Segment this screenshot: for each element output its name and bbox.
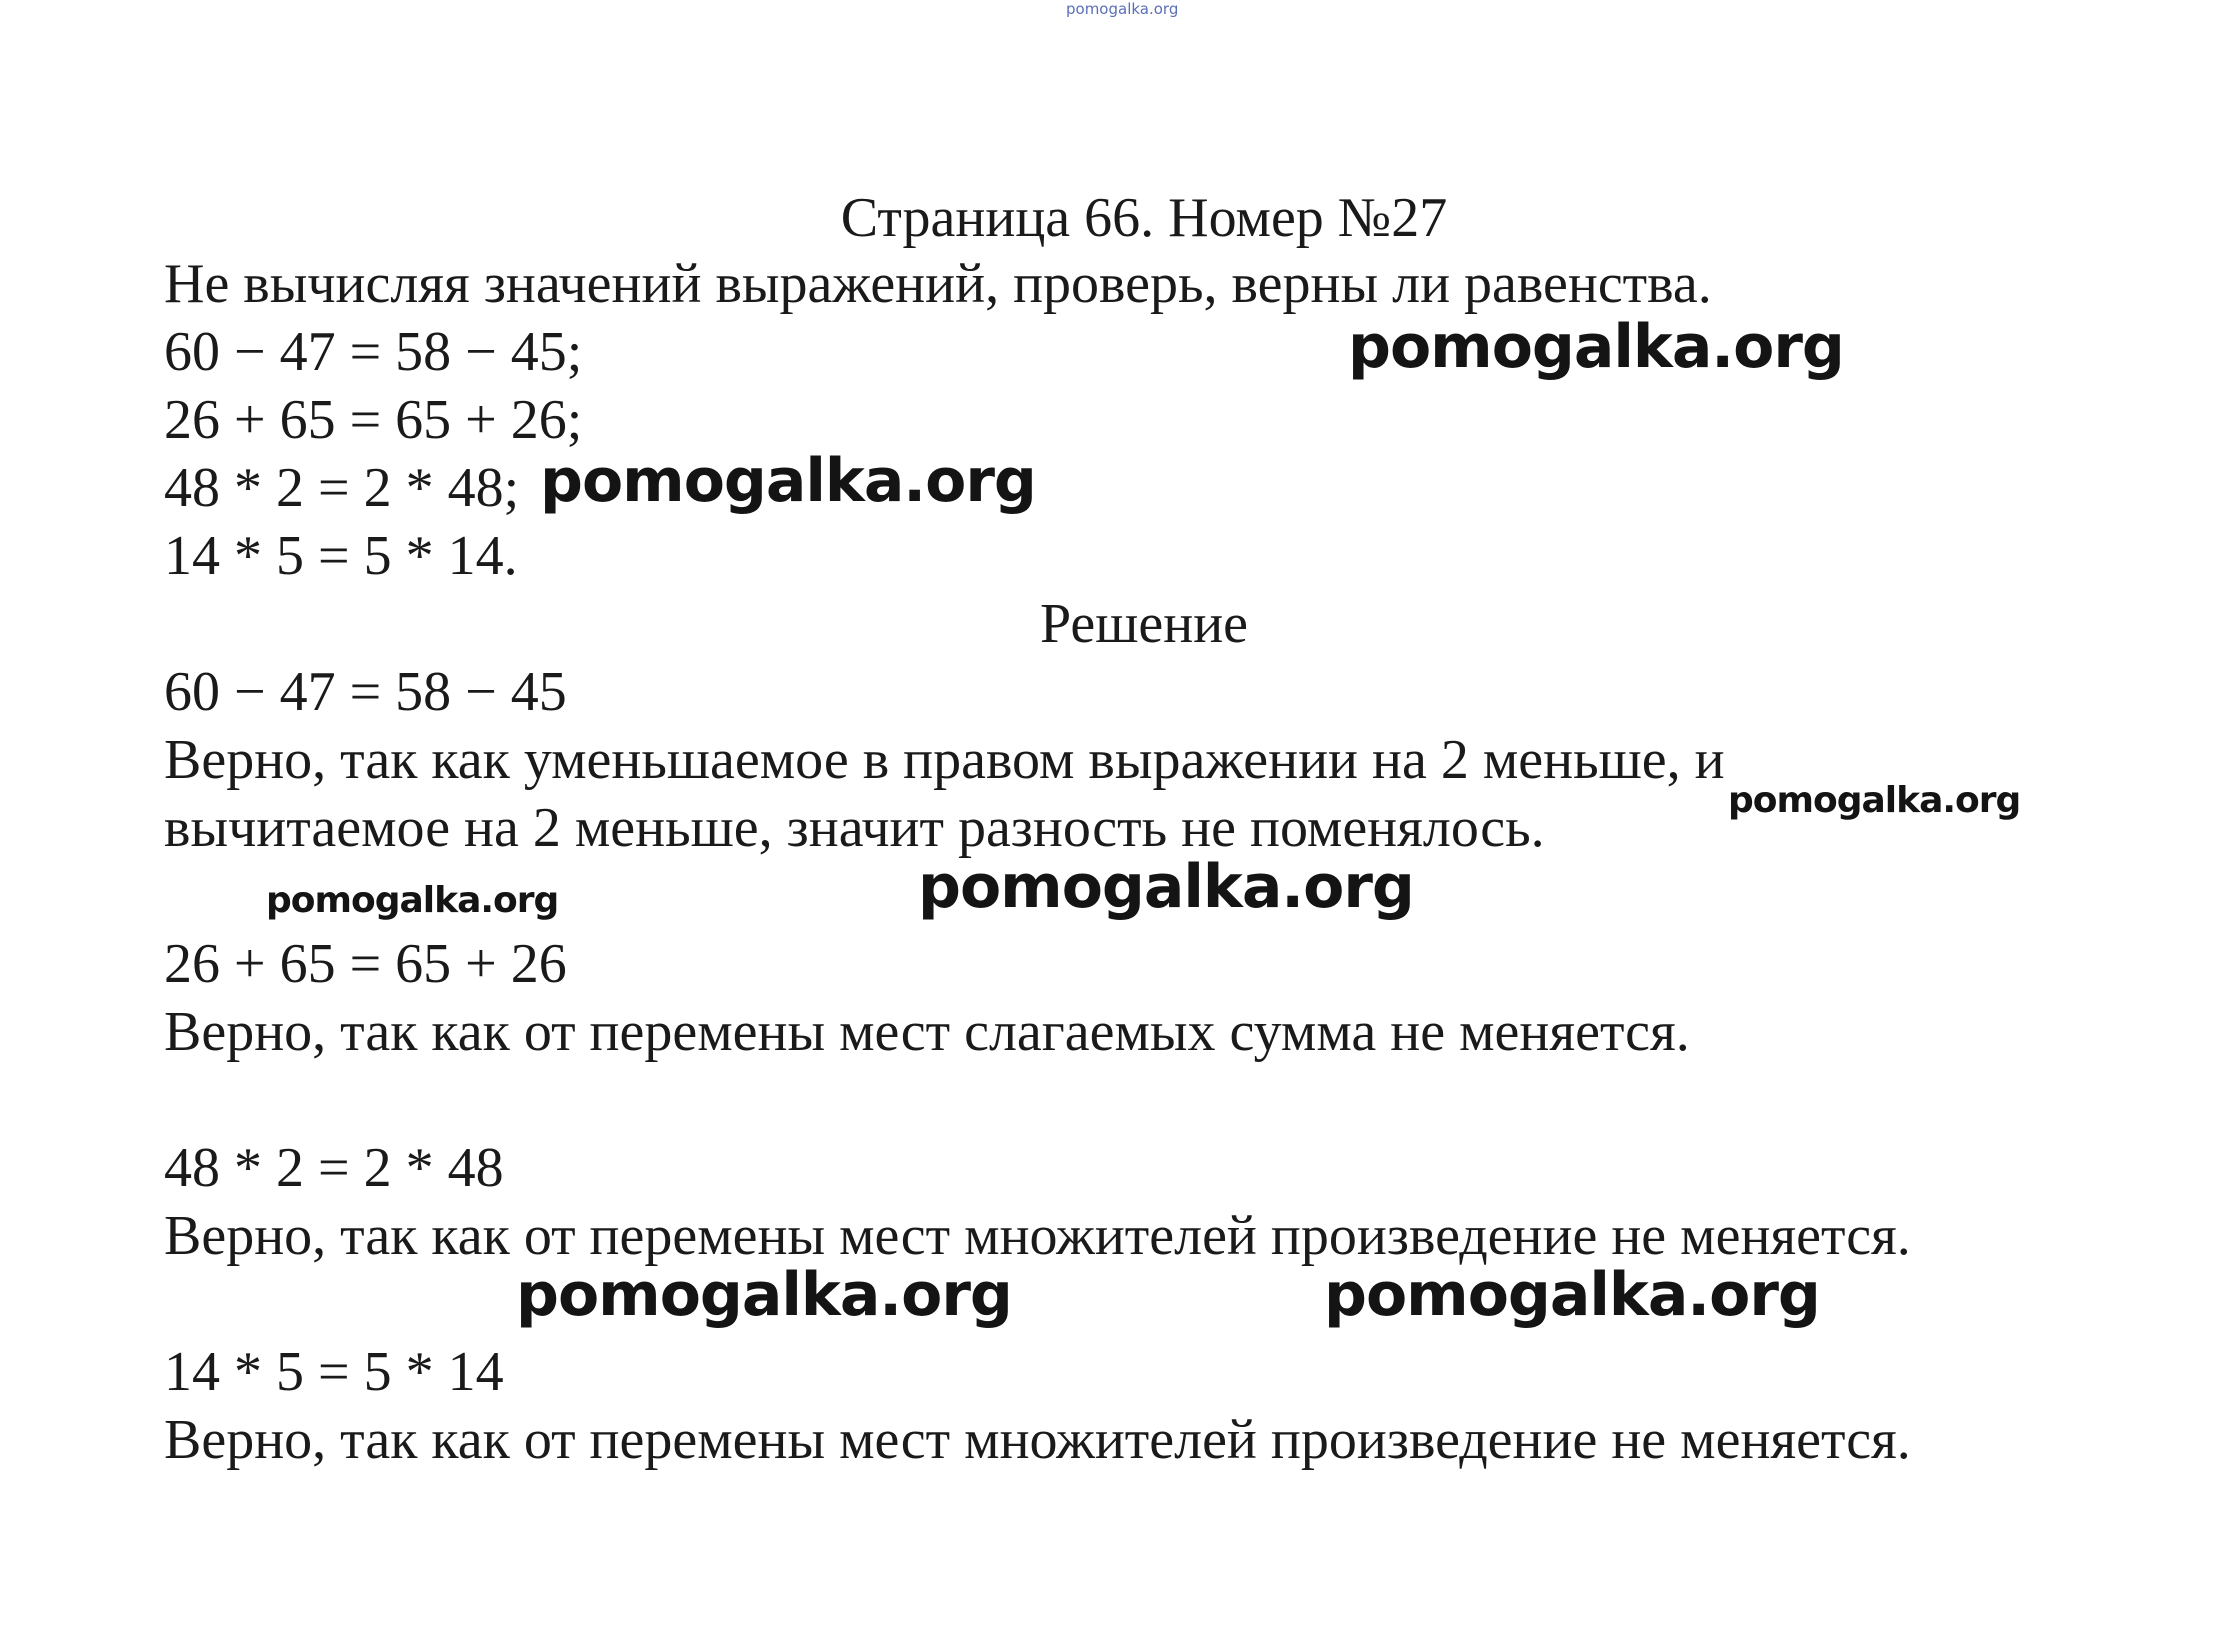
solution-equation: 14 * 5 = 5 * 14 [164, 1341, 504, 1403]
page-title: Страница 66. Номер №27 [840, 187, 1448, 249]
solution-explanation: Верно, так как уменьшаемое в правом выражении на 2 меньше, и [164, 729, 1725, 791]
watermark: pomogalka.org [516, 1260, 1012, 1330]
solution-explanation: Верно, так как от перемены мест слагаемых сумма не меняется. [164, 1001, 1690, 1063]
watermark: pomogalka.org [266, 880, 559, 921]
task-equation: 26 + 65 = 65 + 26; [164, 389, 583, 451]
solution-equation: 60 − 47 = 58 − 45 [164, 661, 567, 723]
solution-explanation: Верно, так как от перемены мест множителей произведение не меняется. [164, 1205, 1911, 1267]
task-prompt: Не вычисляя значений выражений, проверь, верны ли равенства. [164, 253, 1712, 315]
task-equation: 60 − 47 = 58 − 45; [164, 321, 583, 383]
solution-explanation: вычитаемое на 2 меньше, значит разность не поменялось. [164, 797, 1545, 859]
watermark: pomogalka.org [1324, 1260, 1820, 1330]
solution-explanation: Верно, так как от перемены мест множителей произведение не меняется. [164, 1409, 1911, 1471]
watermark: pomogalka.org [1348, 312, 1844, 382]
task-equation: 14 * 5 = 5 * 14. [164, 525, 518, 587]
task-equation: 48 * 2 = 2 * 48; [164, 457, 520, 519]
solution-equation: 26 + 65 = 65 + 26 [164, 933, 567, 995]
header-site-link[interactable]: pomogalka.org [1066, 0, 1179, 18]
solution-heading: Решение [1039, 593, 1249, 655]
solution-equation: 48 * 2 = 2 * 48 [164, 1137, 504, 1199]
watermark: pomogalka.org [918, 852, 1414, 922]
watermark: pomogalka.org [1728, 780, 2021, 821]
watermark: pomogalka.org [540, 446, 1036, 516]
